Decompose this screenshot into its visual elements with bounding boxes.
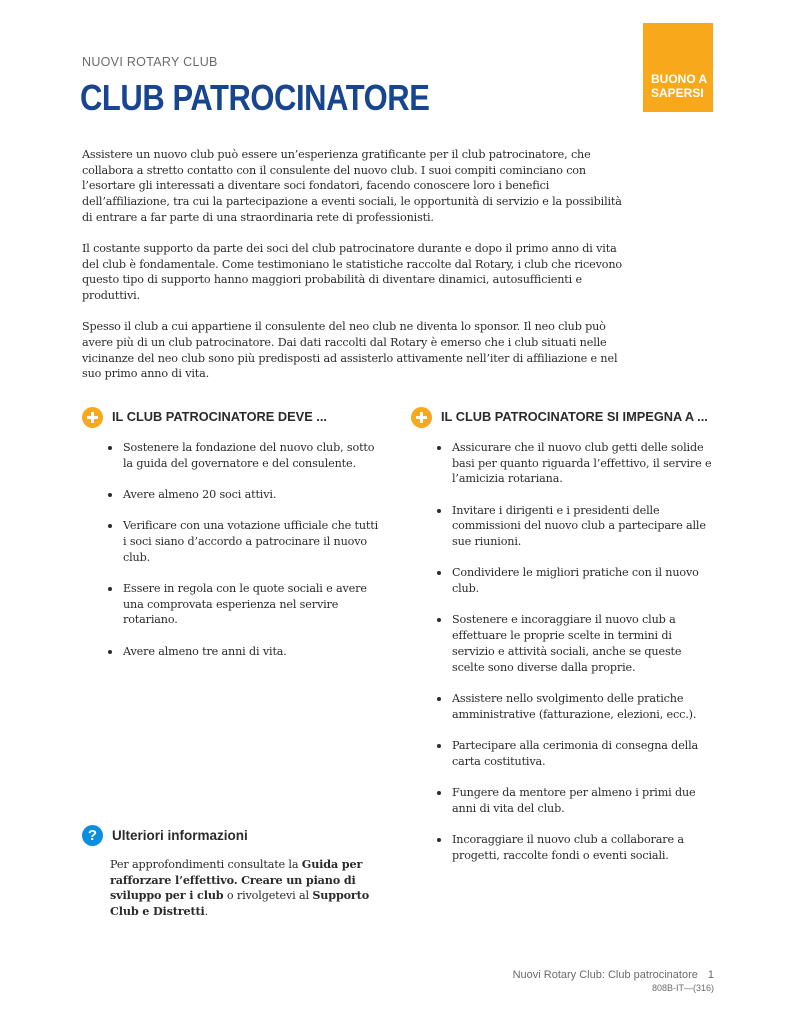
badge-line-1: BUONO A — [651, 72, 708, 86]
commitments-list — [411, 440, 716, 863]
list-item: Verificare con una votazione ufficiale che tutti i soci siano d’accordo a patrocinare il nuovo club. — [108, 518, 382, 565]
list-item: Essere in regola con le quote sociali e avere una comprovata esperienza nel servire rotariano. — [108, 581, 382, 628]
plus-icon — [411, 407, 432, 428]
list-item: Avere almeno tre anni di vita. — [108, 644, 382, 660]
footer-doc-title: Nuovi Rotary Club: Club patrocinatore — [512, 969, 698, 981]
intro-paragraph: Assistere un nuovo club può essere un’esperienza gratificante per il club patrocinatore, che collabora a stretto contatto con il consulente del nuovo club. I suoi compiti cominciano con l’esortare gli interessati a diventare soci fondatori, facendo conoscere loro i benefici dell’affiliazione, tra cui la partecipazione a eventi sociali, le opportunità di servizio e la possibilità di entrare a far parte di una straordinaria rete di professionisti. — [82, 148, 622, 224]
more-info-title: Ulteriori informazioni — [112, 828, 248, 843]
intro-paragraph: Il costante supporto da parte dei soci del club patrocinatore durante e dopo il primo anno di vita del club è fondamentale. Come testimoniano le statistiche raccolte dal Rotary, i club che ricevono questo tipo di supporto hanno maggiori probabilità di diventare dinamici, autosufficienti e produttivi. — [82, 242, 622, 303]
list-item: Assicurare che il nuovo club getti delle solide basi per quanto riguarda l’effettivo, il servire e l’amicizia rotariana. — [437, 440, 716, 487]
list-item: Avere almeno 20 soci attivi. — [108, 487, 382, 503]
good-to-know-badge — [643, 23, 713, 112]
info-text-after: . — [204, 905, 209, 919]
list-item: Partecipare alla cerimonia di consegna della carta costitutiva. — [437, 738, 716, 769]
info-text-before: Per approfondimenti consultate la — [110, 858, 302, 871]
support-reference[interactable]: Supporto Club e Distretti — [110, 888, 370, 919]
list-item: Fungere da mentore per almeno i primi due anni di vita del club. — [437, 785, 716, 816]
sponsor-requirements-section — [82, 407, 382, 675]
doc-code: 808B-IT—(316) — [651, 983, 714, 993]
more-info-text — [110, 857, 370, 920]
page-footer — [513, 969, 714, 993]
section-title: IL CLUB PATROCINATORE SI IMPEGNA A ... — [441, 409, 708, 424]
more-info-section — [82, 825, 382, 920]
guide-reference[interactable]: Guida per rafforzare l’effettivo. Creare un piano di sviluppo per i club — [110, 857, 363, 903]
list-item: Condividere le migliori pratiche con il nuovo club. — [437, 565, 716, 596]
page-kicker: NUOVI ROTARY CLUB — [82, 55, 218, 69]
list-item: Assistere nello svolgimento delle pratiche amministrative (fatturazione, elezioni, ecc.). — [437, 691, 716, 722]
info-text-middle: o rivolgetevi al — [223, 889, 313, 903]
plus-icon — [82, 407, 103, 428]
requirements-list — [82, 440, 382, 659]
list-item: Sostenere e incoraggiare il nuovo club a effettuare le proprie scelte in termini di servizio e attività sociali, anche se queste scelte sono diverse dalla proprie. — [437, 612, 716, 675]
list-item: Incoraggiare il nuovo club a collaborare a progetti, raccolte fondi o eventi sociali. — [437, 832, 716, 863]
list-item: Sostenere la fondazione del nuovo club, sotto la guida del governatore e del consulente. — [108, 440, 382, 471]
page-title: CLUB PATROCINATORE — [80, 77, 430, 118]
page-number: 1 — [707, 969, 714, 981]
sponsor-commitments-section — [411, 407, 716, 879]
intro-text — [82, 147, 627, 398]
intro-paragraph: Spesso il club a cui appartiene il consulente del neo club ne diventa lo sponsor. Il neo club può avere più di un club patrocinatore. Dai dati raccolti dal Rotary è emerso che i club situati nelle vicinanze del neo club sono più predisposti ad assisterlo attivamente nell’iter di affiliazione e nel suo primo anno di vita. — [82, 320, 618, 381]
section-title: IL CLUB PATROCINATORE DEVE ... — [112, 409, 327, 424]
question-icon: ? — [82, 825, 103, 846]
list-item: Invitare i dirigenti e i presidenti delle commissioni del nuovo club a partecipare alle sue riunioni. — [437, 503, 716, 550]
badge-line-2: SAPERSI — [651, 86, 704, 100]
